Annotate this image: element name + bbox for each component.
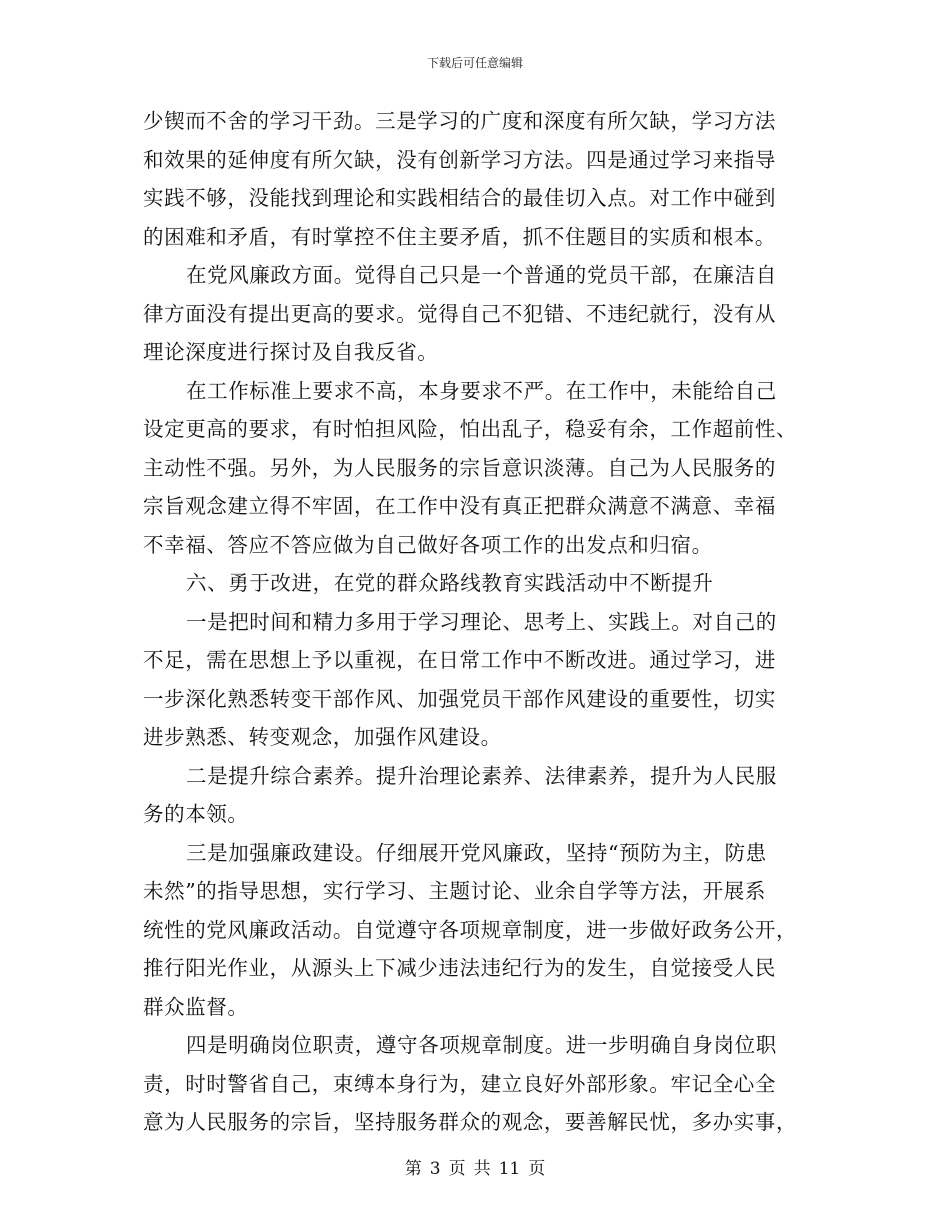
page-header: 下载后可任意编辑 [426, 56, 523, 70]
body-line: 二是提升综合素养。提升治理论素养、法律素养，提升为人民服 [186, 763, 777, 788]
body-line: 在工作标准上要求不高，本身要求不严。在工作中，未能给自己 [186, 378, 777, 403]
body-line: 一是把时间和精力多用于学习理论、思考上、实践上。对自己的 [186, 609, 777, 634]
body-line: 在党风廉政方面。觉得自己只是一个普通的党员干部，在廉洁自 [186, 263, 777, 287]
total-pages-number: 11 [498, 1159, 521, 1179]
section-heading: 六、勇于改进，在党的群众路线教育实践活动中不断提升 [186, 571, 714, 595]
body-line: 意为人民服务的宗旨，坚持服务群众的观念，要善解民忧，多办实事， [143, 1110, 798, 1134]
body-line: 和效果的延伸度有所欠缺，没有创新学习方法。四是通过学习来指导 [143, 147, 776, 172]
body-line: 责，时时警省自己，束缚本身行为，建立良好外部形象。牢记全心全 [143, 1071, 776, 1096]
page-footer [0, 1154, 950, 1179]
page-label-unit: 页 [448, 1159, 466, 1179]
body-line: 宗旨观念建立得不牢固，在工作中没有真正把群众满意不满意、幸福 [143, 494, 776, 518]
body-line: 理论深度进行探讨及自我反省。 [143, 340, 439, 364]
body-line: 的困难和矛盾，有时掌控不住主要矛盾，抓不住题目的实质和根本。 [143, 224, 776, 249]
page-label-suffix: 页 [528, 1159, 546, 1179]
body-line: 三是加强廉政建设。仔细展开党风廉政，坚持“预防为主，防患 [186, 840, 767, 865]
body-line: 群众监督。 [143, 994, 249, 1019]
body-line: 推行阳光作业，从源头上下减少违法违纪行为的发生，自觉接受人民 [143, 956, 776, 980]
body-line: 不足，需在思想上予以重视，在日常工作中不断改进。通过学习，进 [143, 648, 776, 672]
page-label-total-prefix: 共 [473, 1159, 491, 1179]
body-line: 不幸福、答应不答应做为自己做好各项工作的出发点和归宿。 [143, 532, 713, 557]
body-line: 设定更高的要求，有时怕担风险，怕出乱子，稳妥有余，工作超前性、 [143, 417, 798, 441]
body-line: 务的本领。 [143, 802, 249, 826]
document-body [143, 102, 813, 1142]
body-line: 进步熟悉、转变观念，加强作风建设。 [143, 725, 502, 749]
body-line: 少锲而不舍的学习干劲。三是学习的广度和深度有所欠缺，学习方法 [143, 109, 776, 133]
body-line: 实践不够，没能找到理论和实践相结合的最佳切入点。对工作中碰到 [143, 186, 776, 210]
current-page-number: 3 [429, 1159, 441, 1179]
body-line: 未然”的指导思想，实行学习、主题讨论、业余自学等方法，开展系 [143, 879, 766, 903]
page-label-prefix: 第 [404, 1159, 422, 1179]
body-line: 四是明确岗位职责，遵守各项规章制度。进一步明确自身岗位职 [186, 1033, 777, 1057]
body-line: 统性的党风廉政活动。自觉遵守各项规章制度，进一步做好政务公开， [143, 917, 798, 942]
body-line: 主动性不强。另外，为人民服务的宗旨意识淡薄。自己为人民服务的 [143, 455, 776, 480]
body-line: 一步深化熟悉转变干部作风、加强党员干部作风建设的重要性，切实 [143, 686, 776, 711]
body-line: 律方面没有提出更高的要求。觉得自己不犯错、不违纪就行，没有从 [143, 301, 776, 326]
